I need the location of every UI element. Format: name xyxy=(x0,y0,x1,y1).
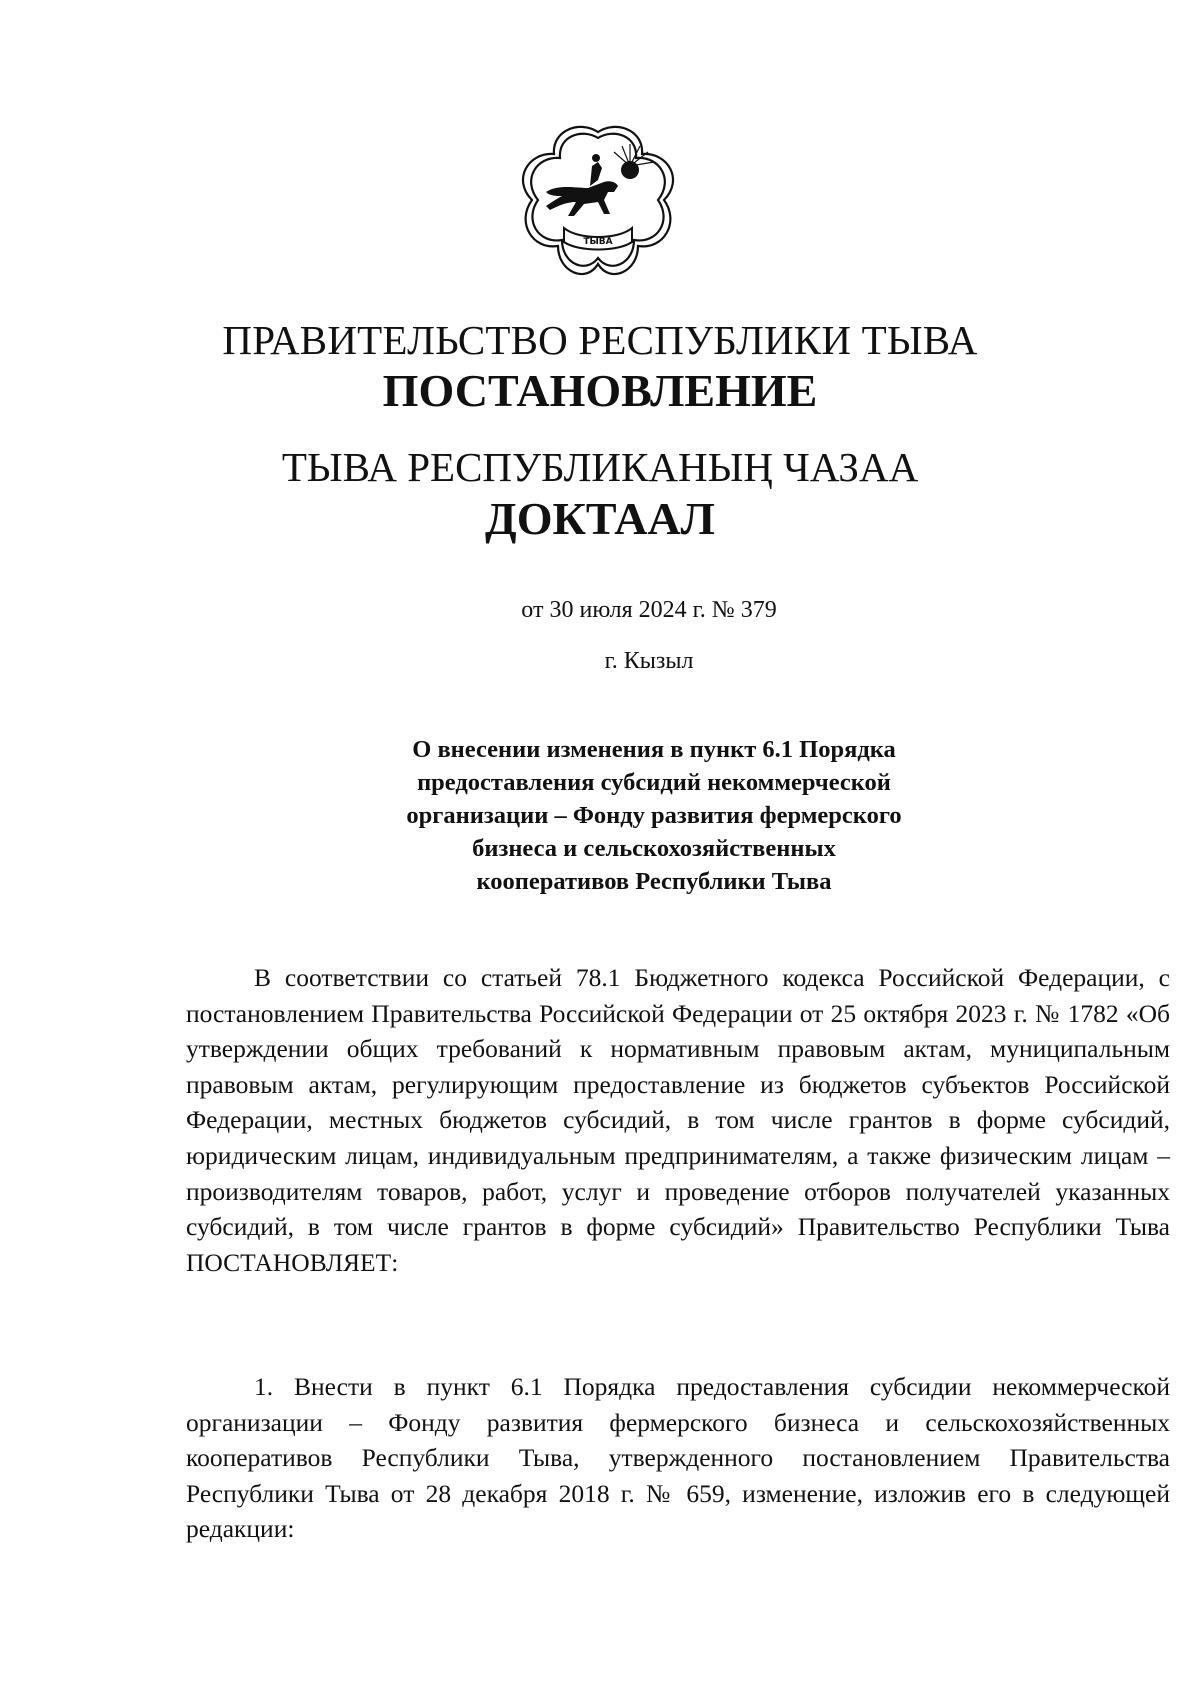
document-title xyxy=(334,733,974,898)
tyva-coat-of-arms-icon xyxy=(518,122,678,282)
title-line: О внесении изменения в пункт 6.1 Порядка xyxy=(412,736,896,763)
item-1-text: 1. Внести в пункт 6.1 Порядка предоставления субсидии некоммерческой организации – Фонду развития фермерского бизнеса и сельскохозяйственных кооперативов Республики Тыва, утвержденного постановлением Правительства Республики Тыва от 28 декабря 2018 г. № 659, изменение, изложив его в следующей редакции: xyxy=(186,1372,1170,1544)
preamble-paragraph xyxy=(186,960,1170,1280)
document-city: г. Кызыл xyxy=(604,648,694,674)
emblem-ribbon-text: ТЫВА xyxy=(583,237,613,247)
preamble-text: В соответствии со статьей 78.1 Бюджетного кодекса Российской Федерации, с постановлением Правительства Российской Федерации от 25 октября 2023 г. № 1782 «Об утверждении общих требований к нормативным правовым актам, муниципальным правовым актам, регулирующим предоставление из бюджетов субъектов Российской Федерации, местных бюджетов субсидий, в том числе грантов в форме субсидий, юридическим лицам, индивидуальным предпринимателям, а также физическим лицам – производителям товаров, работ, услуг и проведение отборов получателей указанных субсидий, в том числе грантов в форме субсидий» Правительство Республики Тыва ПОСТАНОВЛЯЕТ: xyxy=(186,963,1170,1277)
item-1-paragraph xyxy=(186,1369,1170,1547)
title-line: предоставления субсидий некоммерческой xyxy=(417,769,891,796)
title-line: кооперативов Республики Тыва xyxy=(476,868,832,895)
document-type-tyv: ДОКТААЛ xyxy=(485,493,715,544)
document-type-ru: ПОСТАНОВЛЕНИЕ xyxy=(382,365,818,416)
document-date-number: от 30 июля 2024 г. № 379 xyxy=(521,597,777,623)
title-line: бизнеса и сельскохозяйственных xyxy=(472,835,836,862)
government-name-ru: ПРАВИТЕЛЬСТВО РЕСПУБЛИКИ ТЫВА xyxy=(222,317,978,363)
government-name-tyv: ТЫВА РЕСПУБЛИКАНЫҢ ЧАЗАА xyxy=(281,444,919,490)
title-line: организации – Фонду развития фермерского xyxy=(406,802,902,829)
